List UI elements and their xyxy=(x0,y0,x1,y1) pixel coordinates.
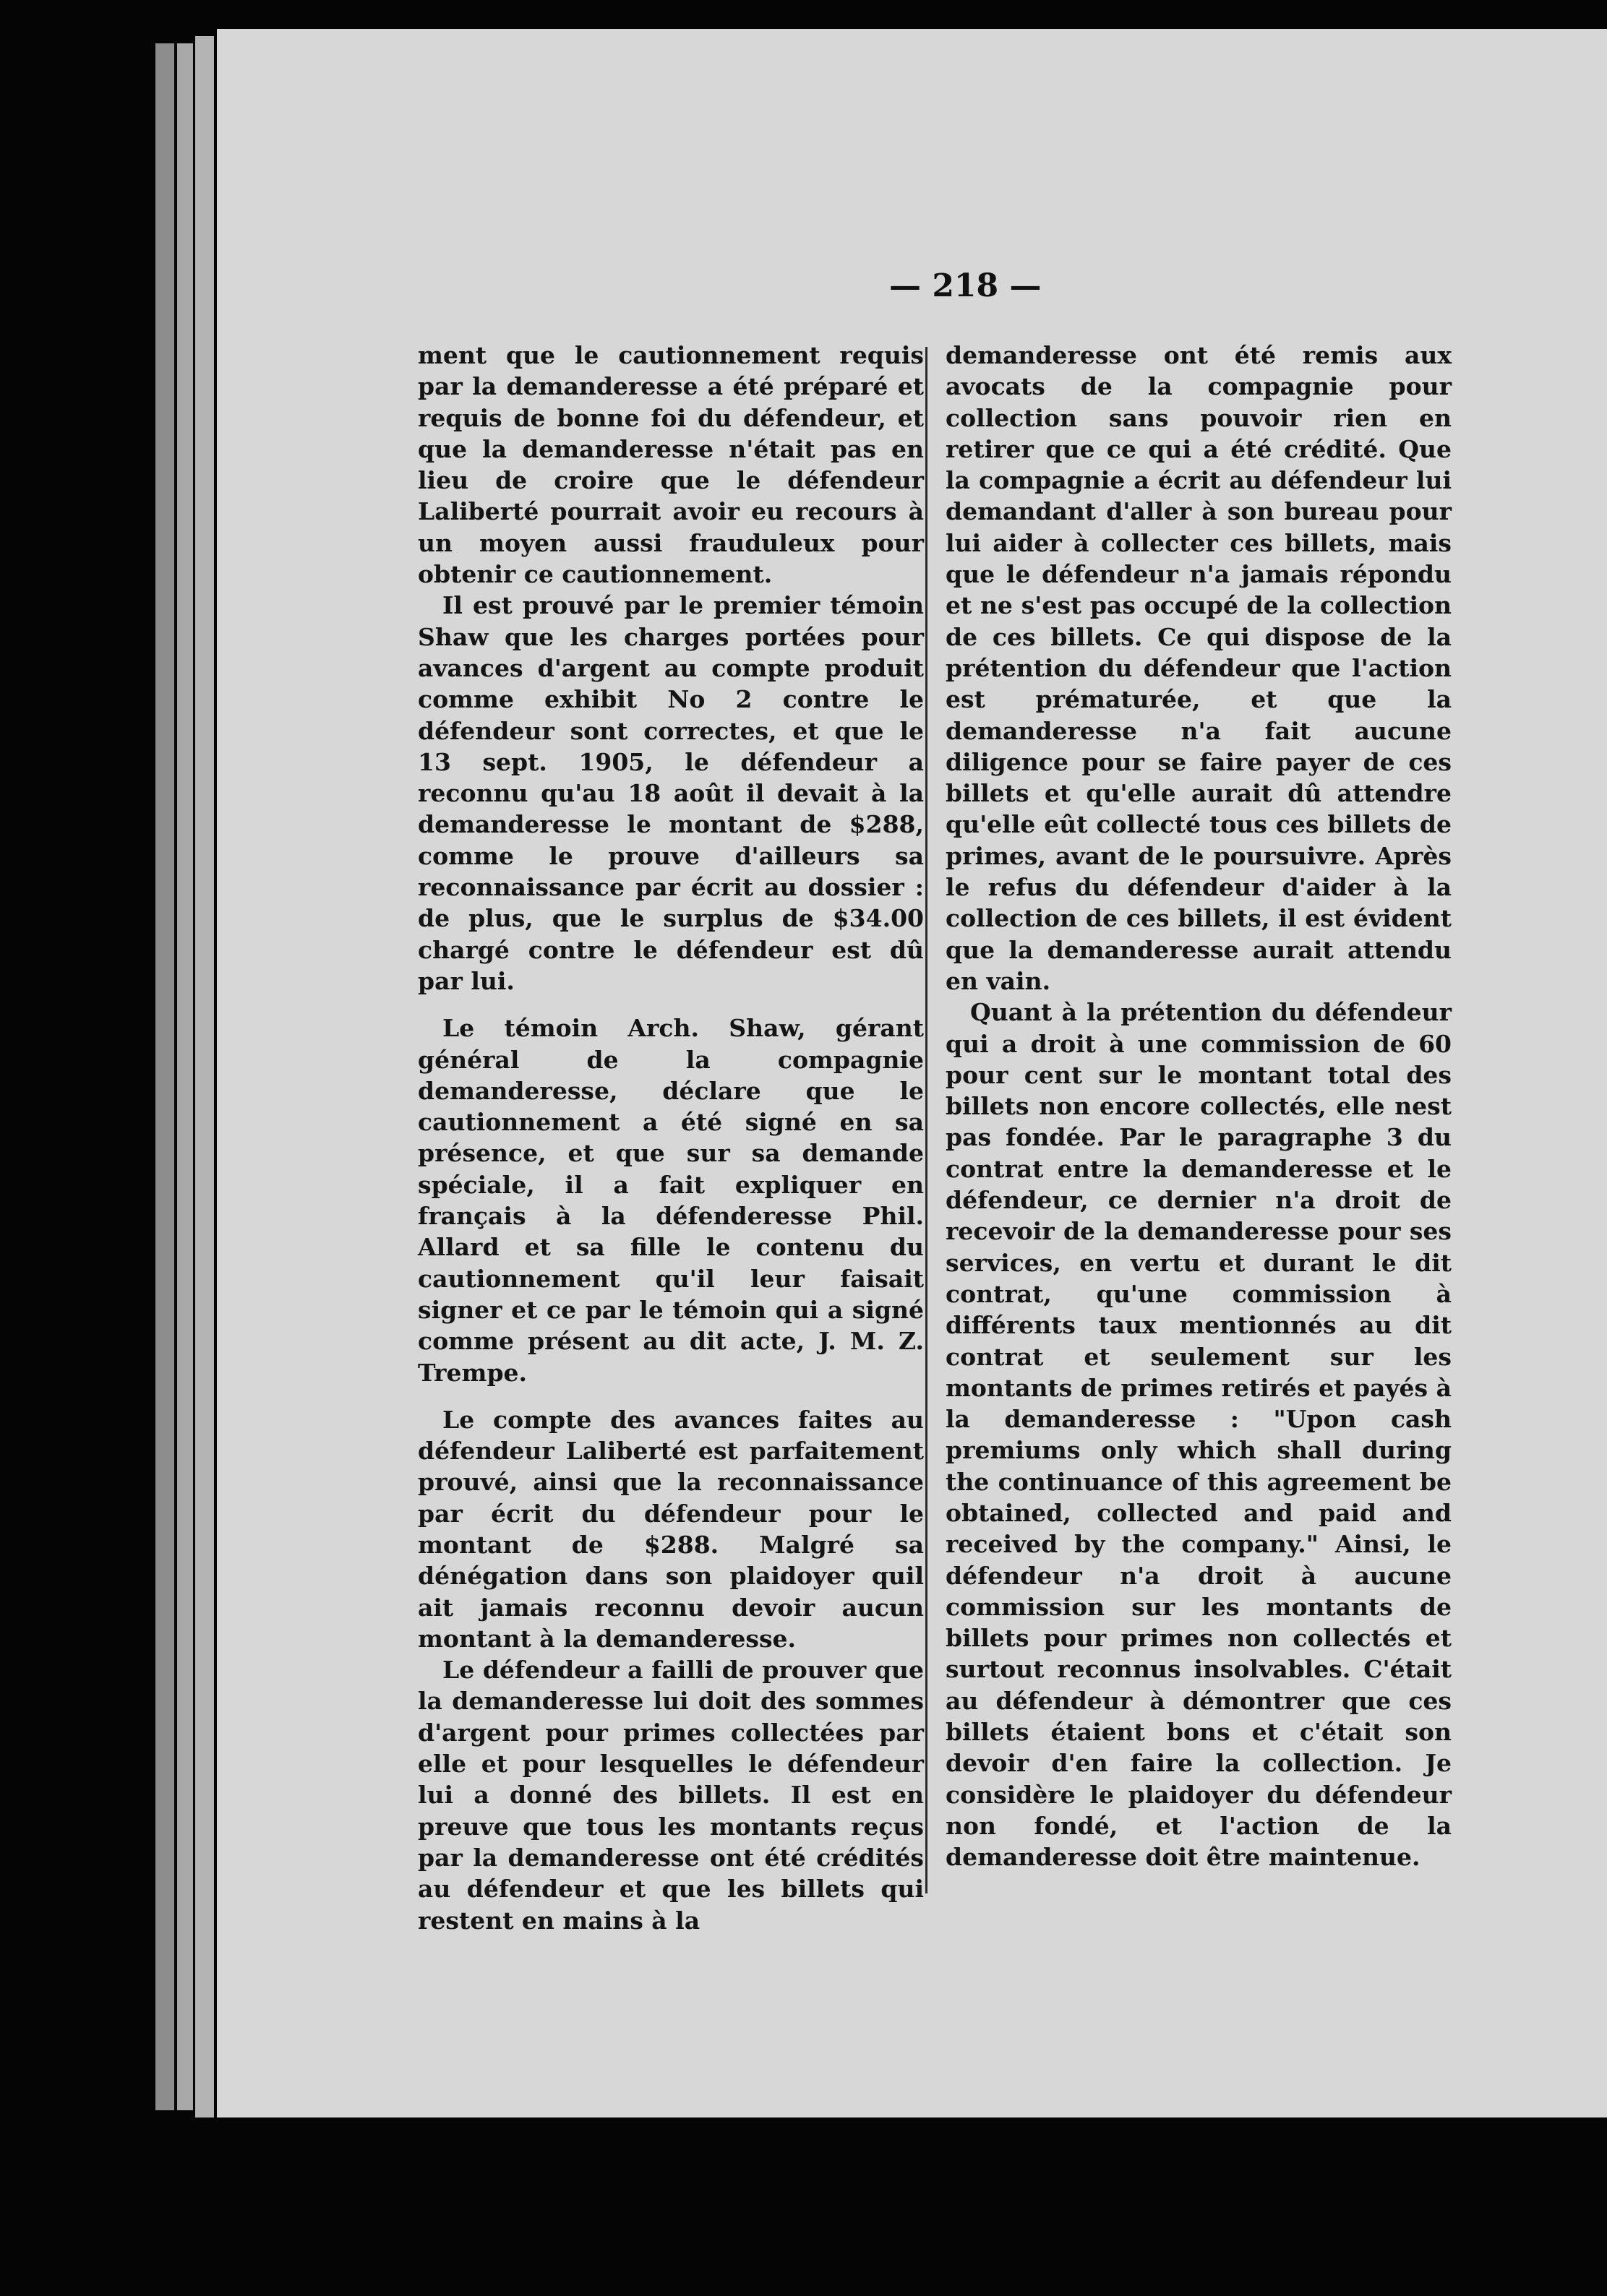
book-edge-strip xyxy=(195,36,214,2117)
book-edge-strip xyxy=(155,43,174,2110)
paragraph: Le témoin Arch. Shaw, gérant général de la compagnie demanderesse, déclare que le cautionnement a été signé en sa présence, et que sur sa demande spéciale, il a fait expliquer en français à la défenderesse Phil. Allard et sa fille le contenu du cautionnement qu'il leur faisait signer et ce par le témoin qui a signé comme présent au dit acte, J. M. Z. Trempe. xyxy=(418,1014,924,1387)
paragraph: Il est prouvé par le premier témoin Shaw que les charges portées pour avances d'argent au compte produit comme exhibit No 2 contre le défendeur sont correctes, et que le 13 sept. 1905, le défendeur a reconnu qu'au 18 août il devait à la demanderesse le montant de $288, comme le prouve d'ailleurs sa reconnaissance par écrit au dossier : de plus, que le surplus de $34.00 chargé contre le défendeur est dû par lui. xyxy=(418,591,924,995)
column-divider xyxy=(925,347,927,1893)
paragraph: ment que le cautionnement requis par la demanderesse a été préparé et requis de bonne foi du défendeur, et que la demanderesse n'était pas en lieu de croire que le défendeur Laliberté pourrait avoir eu recours à un moyen aussi frauduleux pour obtenir ce cautionnement. xyxy=(418,341,924,589)
book-edge-strip xyxy=(177,43,193,2110)
paragraph: Le défendeur a failli de prouver que la demanderesse lui doit des sommes d'argent pour primes collectées par elle et pour lesquelles le défendeur lui a donné des billets. Il est en preuve que tous les montants reçus par la demanderesse ont été crédités au défendeur et que les billets qui restent en mains à la xyxy=(418,1656,924,1935)
paragraph: Quant à la prétention du défendeur qui a droit à une commission de 60 pour cent sur le montant total des billets non encore collectés, elle nest pas fondée. Par le paragraphe 3 du contrat entre la demanderesse et le défendeur, ce dernier n'a droit de recevoir de la demanderesse pour ses services, en vertu et durant le dit contrat, qu'une commission à différents taux mentionnés au dit contrat et seulement sur les montants de primes retirés et payés à la demanderesse : "Upon cash premiums only which shall during the continuance of this agreement be obtained, collected and paid and received by the company." Ainsi, le défendeur n'a droit à aucune commission sur les montants de billets pour primes non collectés et surtout reconnus insolvables. C'était au défendeur à démontrer que ces billets étaient bons et c'était son devoir d'en faire la collection. Je considère le plaidoyer du défendeur non fondé, et l'action de la demanderesse doit être maintenue. xyxy=(946,998,1452,1872)
page-number: — 218 — xyxy=(889,267,1042,304)
right-column xyxy=(946,340,1452,1873)
left-column xyxy=(418,340,924,1936)
paragraph: demanderesse ont été remis aux avocats de la compagnie pour collection sans pouvoir rien en retirer que ce qui a été crédité. Que la compagnie a écrit au défendeur lui demandant d'aller à son bureau pour lui aider à collecter ces billets, mais que le défendeur n'a jamais répondu et ne s'est pas occupé de la collection de ces billets. Ce qui dispose de la prétention du défendeur que l'action est prématurée, et que la demanderesse n'a fait aucune diligence pour se faire payer de ces billets et qu'elle aurait dû attendre qu'elle eût collecté tous ces billets de primes, avant de le poursuivre. Après le refus du défendeur d'aider à la collection de ces billets, il est évident que la demanderesse aurait attendu en vain. xyxy=(946,341,1452,995)
paragraph: Le compte des avances faites au défendeur Laliberté est parfaitement prouvé, ainsi que la reconnaissance par écrit du défendeur pour le montant de $288. Malgré sa dénégation dans son plaidoyer quil ait jamais reconnu devoir aucun montant à la demanderesse. xyxy=(418,1405,924,1653)
